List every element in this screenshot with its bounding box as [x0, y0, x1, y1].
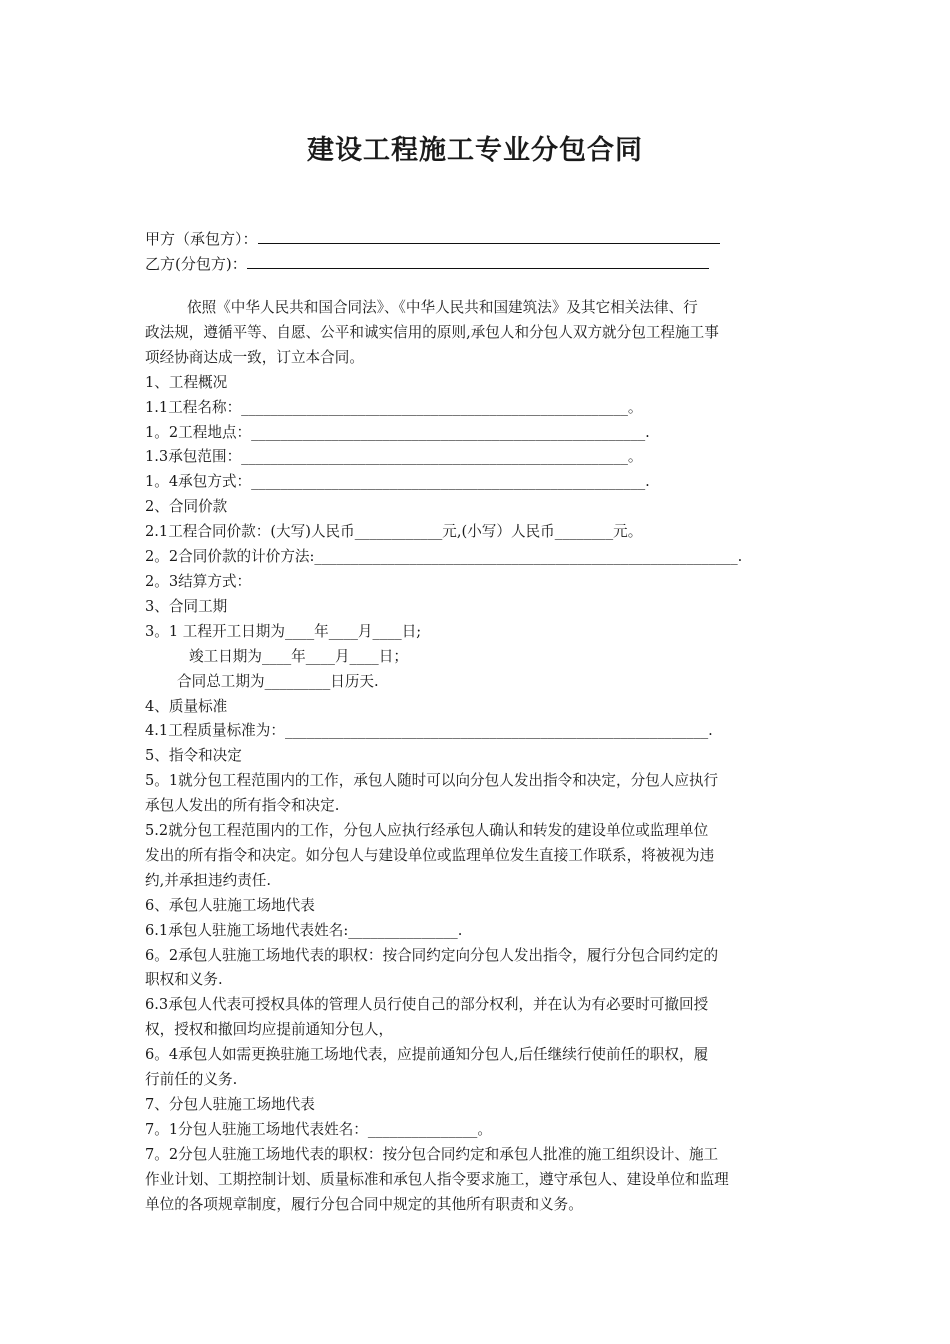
section-7-heading: 7、分包人驻施工场地代表: [145, 1096, 315, 1113]
section-1-heading: 1、工程概况: [145, 373, 228, 391]
clause-6-1: 6.1承包人驻施工场地代表姓名:_______________.: [145, 921, 463, 939]
clause-2-3: 2。3结算方式：: [145, 572, 252, 590]
clause-6-4-line-1: 6。4承包人如需更换驻施工场地代表，应提前通知分包人,后任继续行使前任的职权，履: [145, 1046, 709, 1064]
clause-1-4: 1。4承包方式：______________________________________________________.: [145, 473, 650, 491]
clause-5-1-line-2: 承包人发出的所有指令和决定.: [145, 797, 340, 815]
clause-7-2-line-3: 单位的各项规章制度，履行分包合同中规定的其他所有职责和义务。: [145, 1195, 583, 1213]
clause-5-2-line-1: 5.2就分包工程范围内的工作，分包人应执行经承包人确认和转发的建设单位或监理单位: [145, 822, 709, 840]
section-3-heading: 3、合同工期: [145, 597, 228, 615]
party-b-line: [145, 253, 709, 274]
clause-7-2-line-1: 7。2分包人驻施工场地代表的职权：按分包合同约定和承包人批准的施工组织设计、施工: [145, 1145, 719, 1163]
clause-3-1-duration: 合同总工期为_________日历天.: [177, 672, 379, 690]
clause-2-1: 2.1工程合同价款：(大写)人民币____________元,(小写）人民币________元。: [145, 523, 643, 541]
clause-1-3: 1.3承包范围：_____________________________________________________。: [145, 448, 643, 466]
clause-6-3-line-2: 权，授权和撤回均应提前通知分包人，: [145, 1021, 394, 1039]
clause-3-1-completion: 竣工日期为____年____月____日；: [189, 647, 408, 665]
clause-7-2-line-2: 作业计划、工期控制计划、质量标准和承包人指令要求施工，遵守承包人、建设单位和监理: [145, 1170, 729, 1188]
party-a-label: 甲方（承包方）：: [145, 230, 258, 248]
party-a-line: [145, 228, 720, 249]
clause-6-4-line-2: 行前任的义务.: [145, 1071, 238, 1089]
clause-6-2-line-1: 6。2承包人驻施工场地代表的职权：按合同约定向分包人发出指令，履行分包合同约定的: [145, 946, 719, 964]
clause-5-1-line-1: 5。1就分包工程范围内的工作，承包人随时可以向分包人发出指令和决定，分包人应执行: [145, 772, 719, 790]
clause-1-2: 1。2工程地点：______________________________________________________.: [145, 423, 650, 441]
preamble-line-2: 政法规，遵循平等、自愿、公平和诚实信用的原则,承包人和分包人双方就分包工程施工事: [145, 323, 719, 341]
section-5-heading: 5、指令和决定: [145, 747, 242, 765]
section-4-heading: 4、质量标准: [145, 697, 228, 715]
clause-4-1: 4.1工程质量标准为：__________________________________________________________.: [145, 722, 713, 740]
clause-6-3-line-1: 6.3承包人代表可授权具体的管理人员行使自己的部分权利，并在认为有必要时可撤回授: [145, 996, 709, 1014]
clause-1-1: 1.1工程名称：_____________________________________________________。: [145, 398, 643, 416]
clause-7-1: 7。1分包人驻施工场地代表姓名：_______________。: [145, 1120, 492, 1138]
party-b-blank[interactable]: [247, 254, 709, 269]
contract-body: [145, 296, 810, 1218]
party-a-blank[interactable]: [258, 229, 720, 244]
document-title: 建设工程施工专业分包合同: [307, 135, 643, 166]
clause-5-2-line-2: 发出的所有指令和决定。如分包人与建设单位或监理单位发生直接工作联系，将被视为违: [145, 846, 715, 864]
clause-3-1: 3。1 工程开工日期为____年____月____日;: [145, 622, 422, 640]
section-6-heading: 6、承包人驻施工场地代表: [145, 896, 315, 914]
preamble-line-1: 依照《中华人民共和国合同法》、《中华人民共和国建筑法》及其它相关法律、行: [187, 299, 698, 316]
party-b-label: 乙方(分包方)：: [145, 255, 247, 273]
clause-6-2-line-2: 职权和义务.: [145, 971, 223, 989]
section-2-heading: 2、合同价款: [145, 498, 228, 516]
preamble-line-3: 项经协商达成一致，订立本合同。: [145, 348, 364, 366]
clause-5-2-line-3: 约,并承担违约责任.: [145, 871, 272, 889]
clause-2-2: 2。2合同价款的计价方法:__________________________________________________________.: [145, 548, 743, 566]
